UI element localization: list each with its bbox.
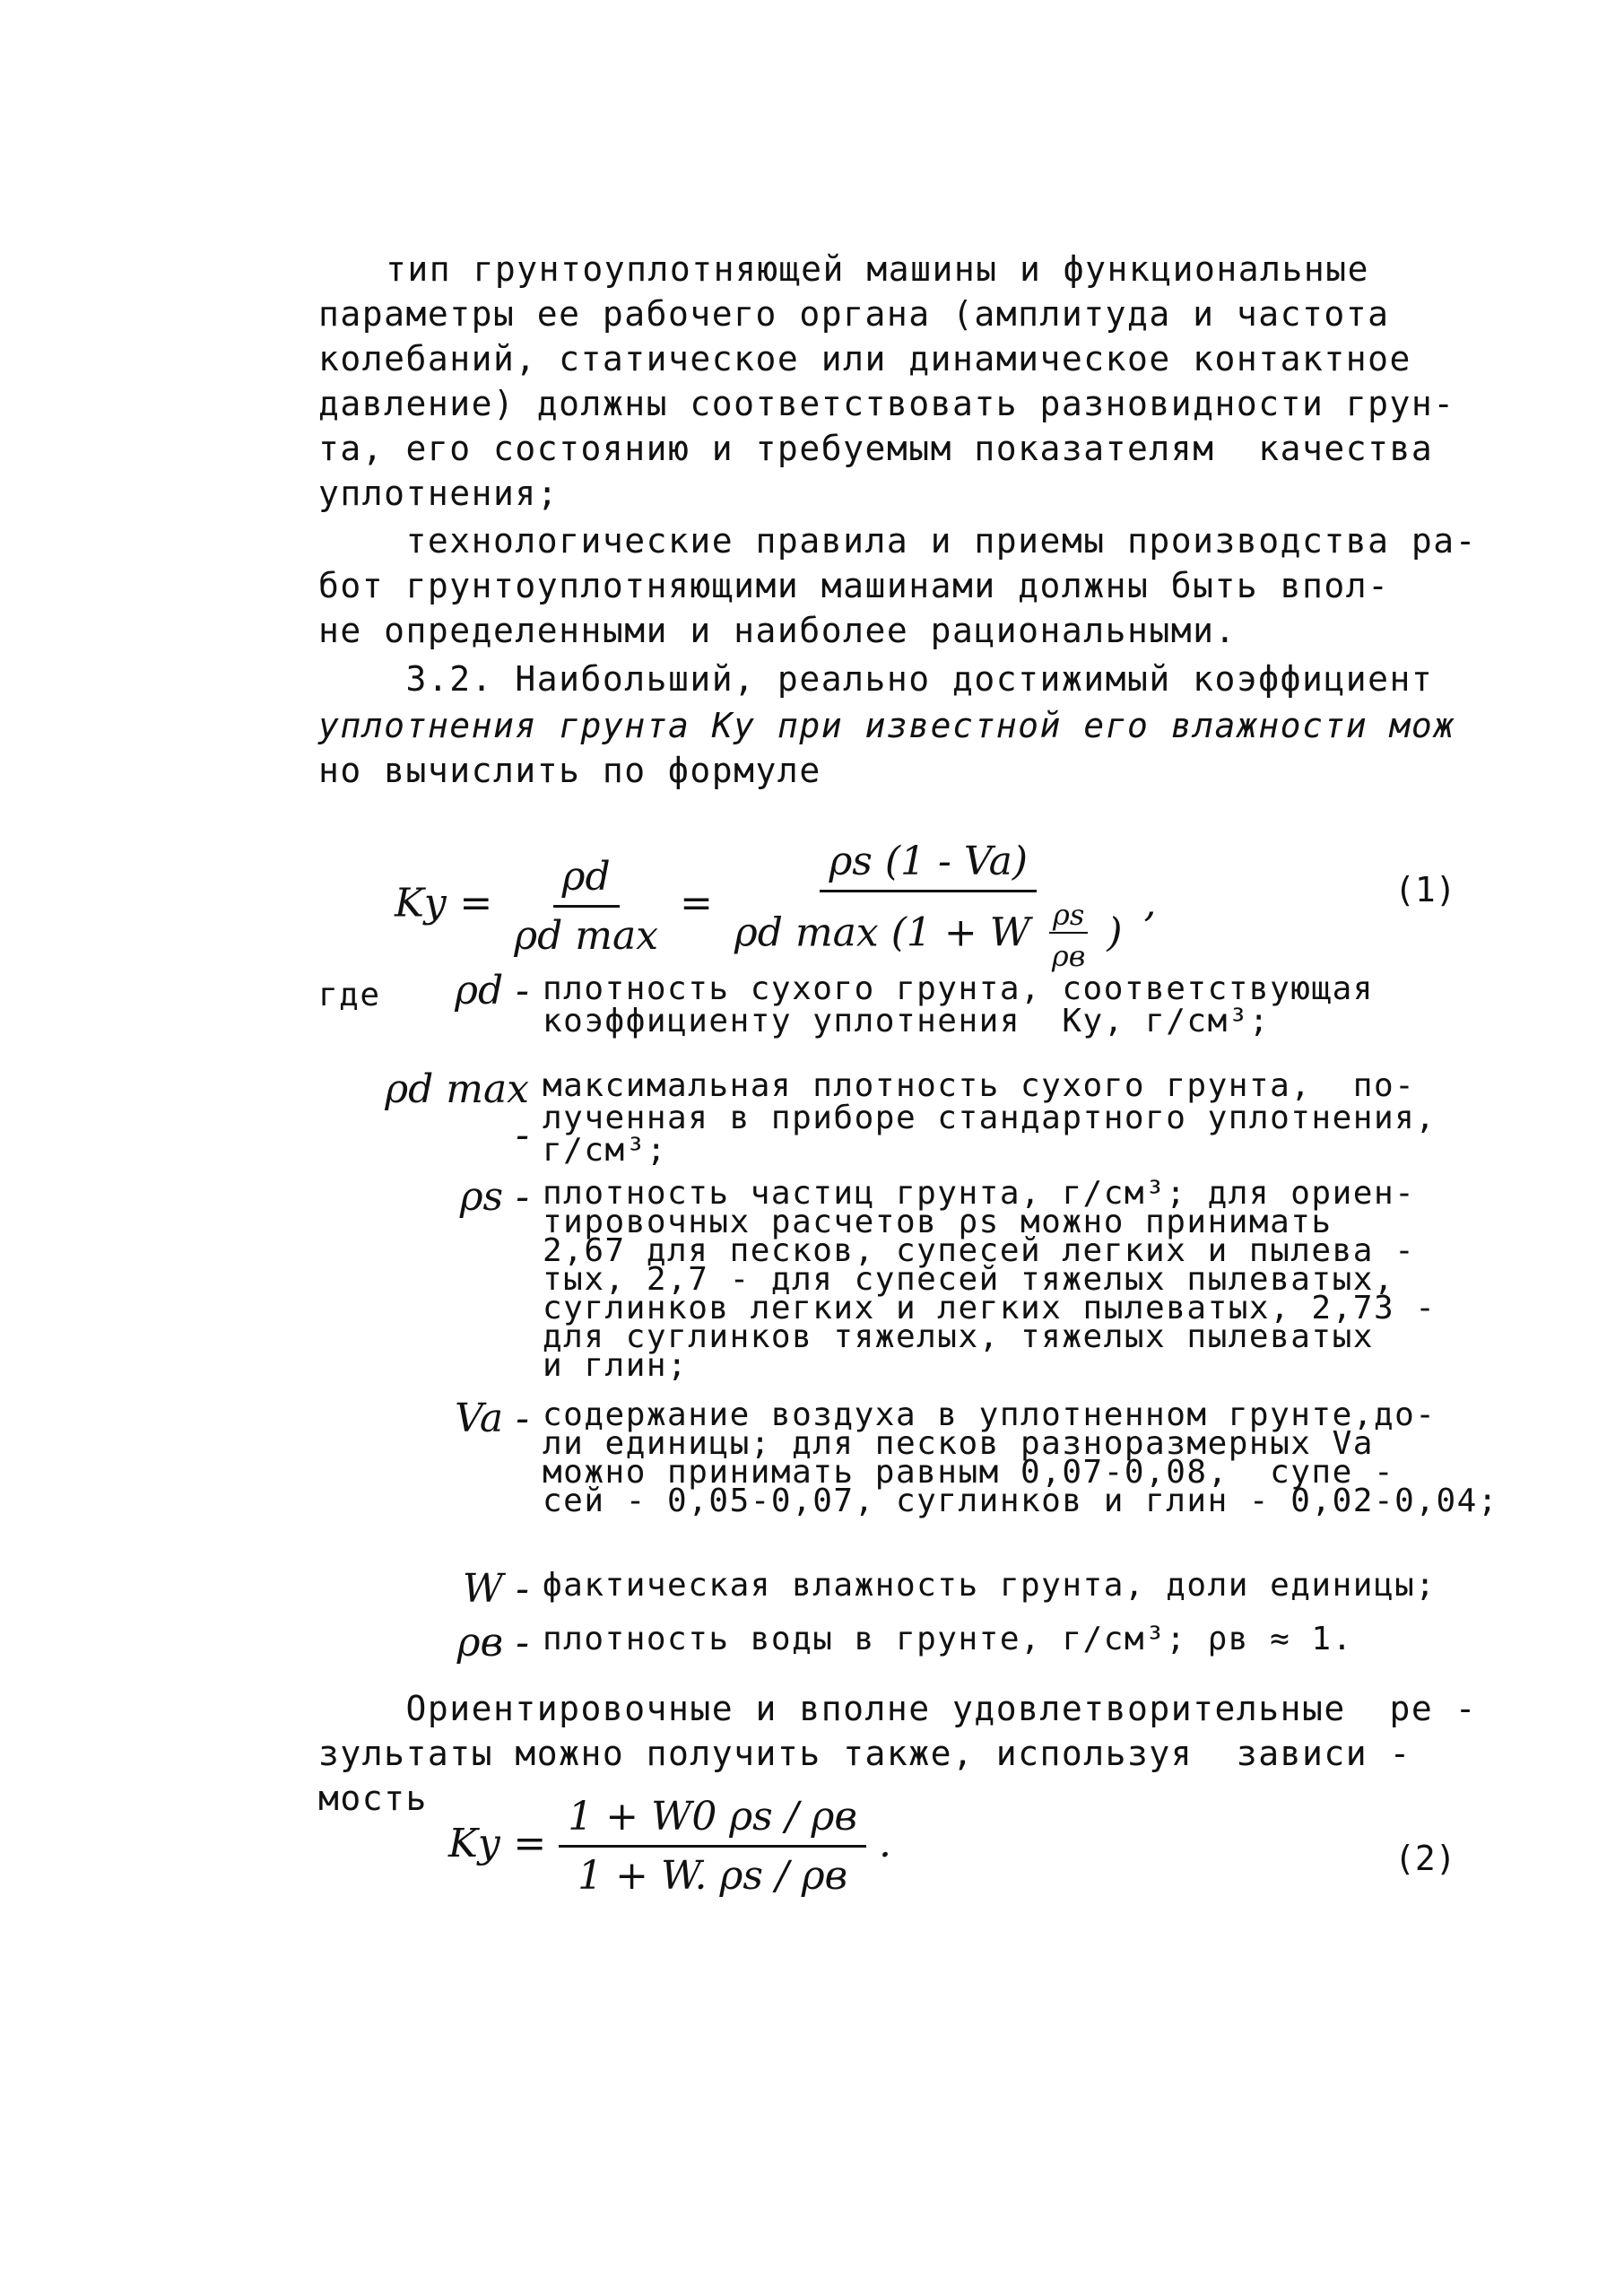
formula-1-tail: , [1143,880,1157,926]
definition-line: максимальная плотность сухого грунта, по- [543,1067,1416,1104]
fraction-numerator: ρd [553,854,620,908]
definition-symbol: W - [462,1566,529,1612]
definition-symbol: ρв - [456,1620,529,1666]
text-line: но вычислить по формуле [318,751,821,790]
fraction-denominator: 1 + W. ρs / ρв [578,1853,848,1899]
formula-1: Kу = $\frac{\rho d}{\text{ρd max}}$ = ρs (1 - Va) ρd max (1 + W $\frac{\rho s}{\rho в}$ ) , [395,839,1157,973]
definition-line: плотность частиц грунта, г/см³; для ориен- [543,1175,1416,1212]
formula-2-lhs: Kу [448,1821,501,1866]
text-line: Ориентировочные и вполне удовлетворительные ре - [318,1689,1478,1728]
small-fraction-numerator: ρs [1049,898,1088,934]
definition-line: г/см³; [543,1132,668,1169]
definition-line: коэффициенту уплотнения Kу, г/см³; [543,1003,1271,1039]
denominator-close: ) [1107,909,1123,956]
definition-line: тых, 2,7 - для супесей тяжелых пылеватых, [543,1261,1395,1298]
text-line: уплотнения; [318,474,560,513]
where-label: где [318,977,381,1013]
text-line: зультаты можно получить также, используя зависи - [318,1734,1411,1773]
formula-2: Kу = $\frac{1 + W0 \rho s / \rho в}{1 + W. \rho s / \rho в}$ . [448,1794,892,1899]
text-line: 3.2. Наибольший, реально достижимый коэффициент [318,659,1434,699]
definition-line: фактическая влажность грунта, доли единицы; [543,1567,1437,1604]
definition-line: и глин; [543,1347,689,1384]
definition-line: плотность сухого грунта, соответствующая [543,970,1374,1007]
small-fraction-denominator: ρв [1051,939,1086,973]
definition-line: суглинков легких и легких пылеватых, 2,73 - [543,1290,1437,1327]
definition-line: лученная в приборе стандартного уплотнения, [543,1100,1437,1136]
fraction-denominator [725,892,1132,973]
definition-line: плотность воды в грунте, г/см³; ρв ≈ 1. [543,1621,1353,1657]
text-line: та, его состоянию и требуемым показателям качества [318,429,1434,468]
definition-line: можно принимать равным 0,07-0,08, супе - [543,1454,1395,1491]
fraction-numerator: ρs (1 - Va) [820,839,1037,892]
formula-1-lhs: Kу [395,880,447,926]
fraction-numerator: 1 + W0 ρs / ρв [559,1794,866,1848]
text-line: мость [318,1779,428,1818]
text-line: давление) должны соответствовать разновидности грун- [318,384,1455,423]
text-line: не определенными и наиболее рациональными. [318,611,1237,650]
definition-symbol: Va - [455,1396,529,1441]
formula-1-fraction-2 [725,839,1132,973]
definition-line: для суглинков тяжелых, тяжелых пылеватых [543,1318,1374,1355]
equation-number-2: (2) [1394,1839,1456,1878]
text-line: параметры ее рабочего органа (амплитуда и частота [318,294,1390,334]
definition-symbol: ρd - [455,968,529,1013]
text-line: технологические правила и приемы производства ра- [318,521,1478,561]
definition-symbol: ρd max - [385,1066,529,1158]
definition-line: 2,67 для песков, супесей легких и пылева - [543,1232,1416,1269]
text-line: тип грунтоуплотняющей машины и функциональные [386,249,1370,289]
definition-line: ли единицы; для песков разноразмерных Va [543,1425,1374,1462]
definition-line: тировочных расчетов ρs можно принимать [543,1204,1333,1240]
definition-line: содержание воздуха в уплотненном грунте,до- [543,1396,1437,1433]
formula-2-tail: . [879,1821,892,1866]
fraction-denominator: ρd max [514,912,659,959]
equation-number-1: (1) [1394,870,1456,909]
formula-1-fraction-1 [505,854,667,959]
definition-symbol: ρs - [459,1174,529,1220]
text-line: колебаний, статическое или динамическое контактное [318,339,1411,378]
small-fraction [1043,898,1094,973]
definition-line: сей - 0,05-0,07, суглинков и глин - 0,02-0,04; [543,1483,1498,1519]
text-line: уплотнения грунта Kу при известной его влажности мож [318,706,1455,745]
formula-2-fraction [559,1794,866,1899]
denominator-part: ρd max (1 + W [734,909,1030,956]
text-line: бот грунтоуплотняющими машинами должны быть впол- [318,566,1390,605]
